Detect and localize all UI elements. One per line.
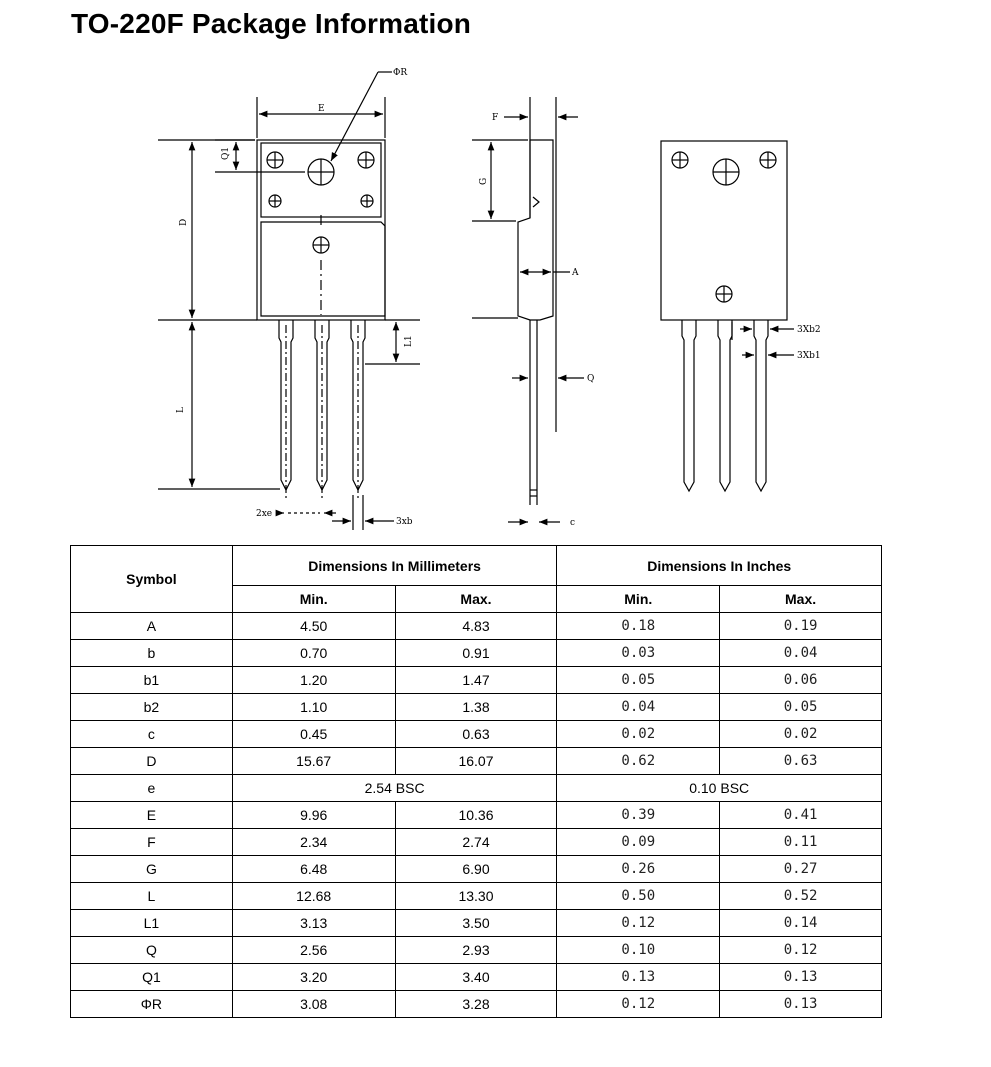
front-view [158,72,420,530]
table-row [71,667,882,694]
symbol-cell: A [71,613,233,640]
mm-min-cell: 1.20 [232,667,395,694]
in-max-cell: 0.13 [720,964,882,991]
table-row [71,883,882,910]
table-row [71,991,882,1018]
in-min-header: Min. [557,586,720,613]
dimensions-table [70,545,882,1018]
mm-header: Dimensions In Millimeters [232,546,557,586]
mm-min-cell: 0.45 [232,721,395,748]
mm-max-cell: 10.36 [395,802,557,829]
mm-min-cell: 2.34 [232,829,395,856]
table-row [71,856,882,883]
mm-max-cell: 3.50 [395,910,557,937]
label-q1: Q1 [221,146,231,160]
in-min-cell: 0.50 [557,883,720,910]
table-row [71,613,882,640]
mm-max-cell: 6.90 [395,856,557,883]
mm-min-cell: 3.08 [232,991,395,1018]
inch-header: Dimensions In Inches [557,546,882,586]
label-2xe: 2xe [256,509,273,519]
table-row [71,694,882,721]
label-f: F [492,113,499,123]
symbol-cell: c [71,721,233,748]
label-3xb1: 3Xb1 [797,351,821,361]
in-max-cell: 0.05 [720,694,882,721]
table-row [71,829,882,856]
in-max-cell: 0.12 [720,937,882,964]
in-max-cell: 0.02 [720,721,882,748]
in-min-cell: 0.05 [557,667,720,694]
mm-max-cell: 0.63 [395,721,557,748]
mm-max-cell: 2.74 [395,829,557,856]
symbol-cell: b2 [71,694,233,721]
label-l1: L1 [404,335,414,347]
label-e: E [318,104,325,114]
label-c: c [570,518,576,528]
in-max-cell: 0.13 [720,991,882,1018]
symbol-cell: D [71,748,233,775]
mm-bsc-cell: 2.54 BSC [232,775,557,802]
in-max-header: Max. [720,586,882,613]
label-q: Q [587,374,595,384]
in-min-cell: 0.03 [557,640,720,667]
in-bsc-cell: 0.10 BSC [557,775,882,802]
table-row [71,721,882,748]
mm-min-cell: 1.10 [232,694,395,721]
mm-min-header: Min. [232,586,395,613]
table-row [71,748,882,775]
mm-min-cell: 4.50 [232,613,395,640]
in-max-cell: 0.27 [720,856,882,883]
side-view [472,97,584,522]
symbol-cell: G [71,856,233,883]
in-min-cell: 0.62 [557,748,720,775]
in-max-cell: 0.14 [720,910,882,937]
mm-max-cell: 13.30 [395,883,557,910]
symbol-cell: Q1 [71,964,233,991]
in-min-cell: 0.26 [557,856,720,883]
mm-min-cell: 3.13 [232,910,395,937]
mm-max-cell: 1.38 [395,694,557,721]
in-max-cell: 0.11 [720,829,882,856]
page-title: TO-220F Package Information [71,8,472,39]
symbol-cell: b [71,640,233,667]
mm-max-cell: 2.93 [395,937,557,964]
symbol-cell: F [71,829,233,856]
in-max-cell: 0.41 [720,802,882,829]
in-max-cell: 0.06 [720,667,882,694]
in-max-cell: 0.19 [720,613,882,640]
mm-max-header: Max. [395,586,557,613]
mm-min-cell: 9.96 [232,802,395,829]
in-min-cell: 0.04 [557,694,720,721]
label-a: A [572,268,579,278]
label-l: L [176,407,186,413]
table-row [71,640,882,667]
mm-max-cell: 0.91 [395,640,557,667]
mm-min-cell: 3.20 [232,964,395,991]
symbol-cell: L [71,883,233,910]
label-phi-r: ΦR [393,68,408,78]
in-max-cell: 0.04 [720,640,882,667]
in-min-cell: 0.13 [557,964,720,991]
mm-max-cell: 1.47 [395,667,557,694]
table-row [71,775,882,802]
symbol-cell: E [71,802,233,829]
mm-min-cell: 12.68 [232,883,395,910]
mm-max-cell: 3.40 [395,964,557,991]
mm-max-cell: 4.83 [395,613,557,640]
symbol-cell: b1 [71,667,233,694]
label-3xb: 3xb [396,517,413,527]
back-view [661,141,794,491]
symbol-cell: e [71,775,233,802]
table-row [71,964,882,991]
in-min-cell: 0.02 [557,721,720,748]
mm-max-cell: 3.28 [395,991,557,1018]
in-min-cell: 0.12 [557,910,720,937]
mm-min-cell: 15.67 [232,748,395,775]
in-max-cell: 0.52 [720,883,882,910]
label-d: D [179,218,189,226]
symbol-cell: ΦR [71,991,233,1018]
symbol-cell: Q [71,937,233,964]
in-min-cell: 0.09 [557,829,720,856]
table-row [71,802,882,829]
symbol-cell: L1 [71,910,233,937]
label-g: G [479,177,489,185]
table-row [71,937,882,964]
label-3xb2: 3Xb2 [797,325,821,335]
mm-min-cell: 6.48 [232,856,395,883]
mm-min-cell: 2.56 [232,937,395,964]
in-min-cell: 0.39 [557,802,720,829]
in-min-cell: 0.18 [557,613,720,640]
mm-max-cell: 16.07 [395,748,557,775]
table-row [71,910,882,937]
symbol-header: Symbol [71,546,233,613]
mm-min-cell: 0.70 [232,640,395,667]
in-min-cell: 0.10 [557,937,720,964]
in-min-cell: 0.12 [557,991,720,1018]
in-max-cell: 0.63 [720,748,882,775]
